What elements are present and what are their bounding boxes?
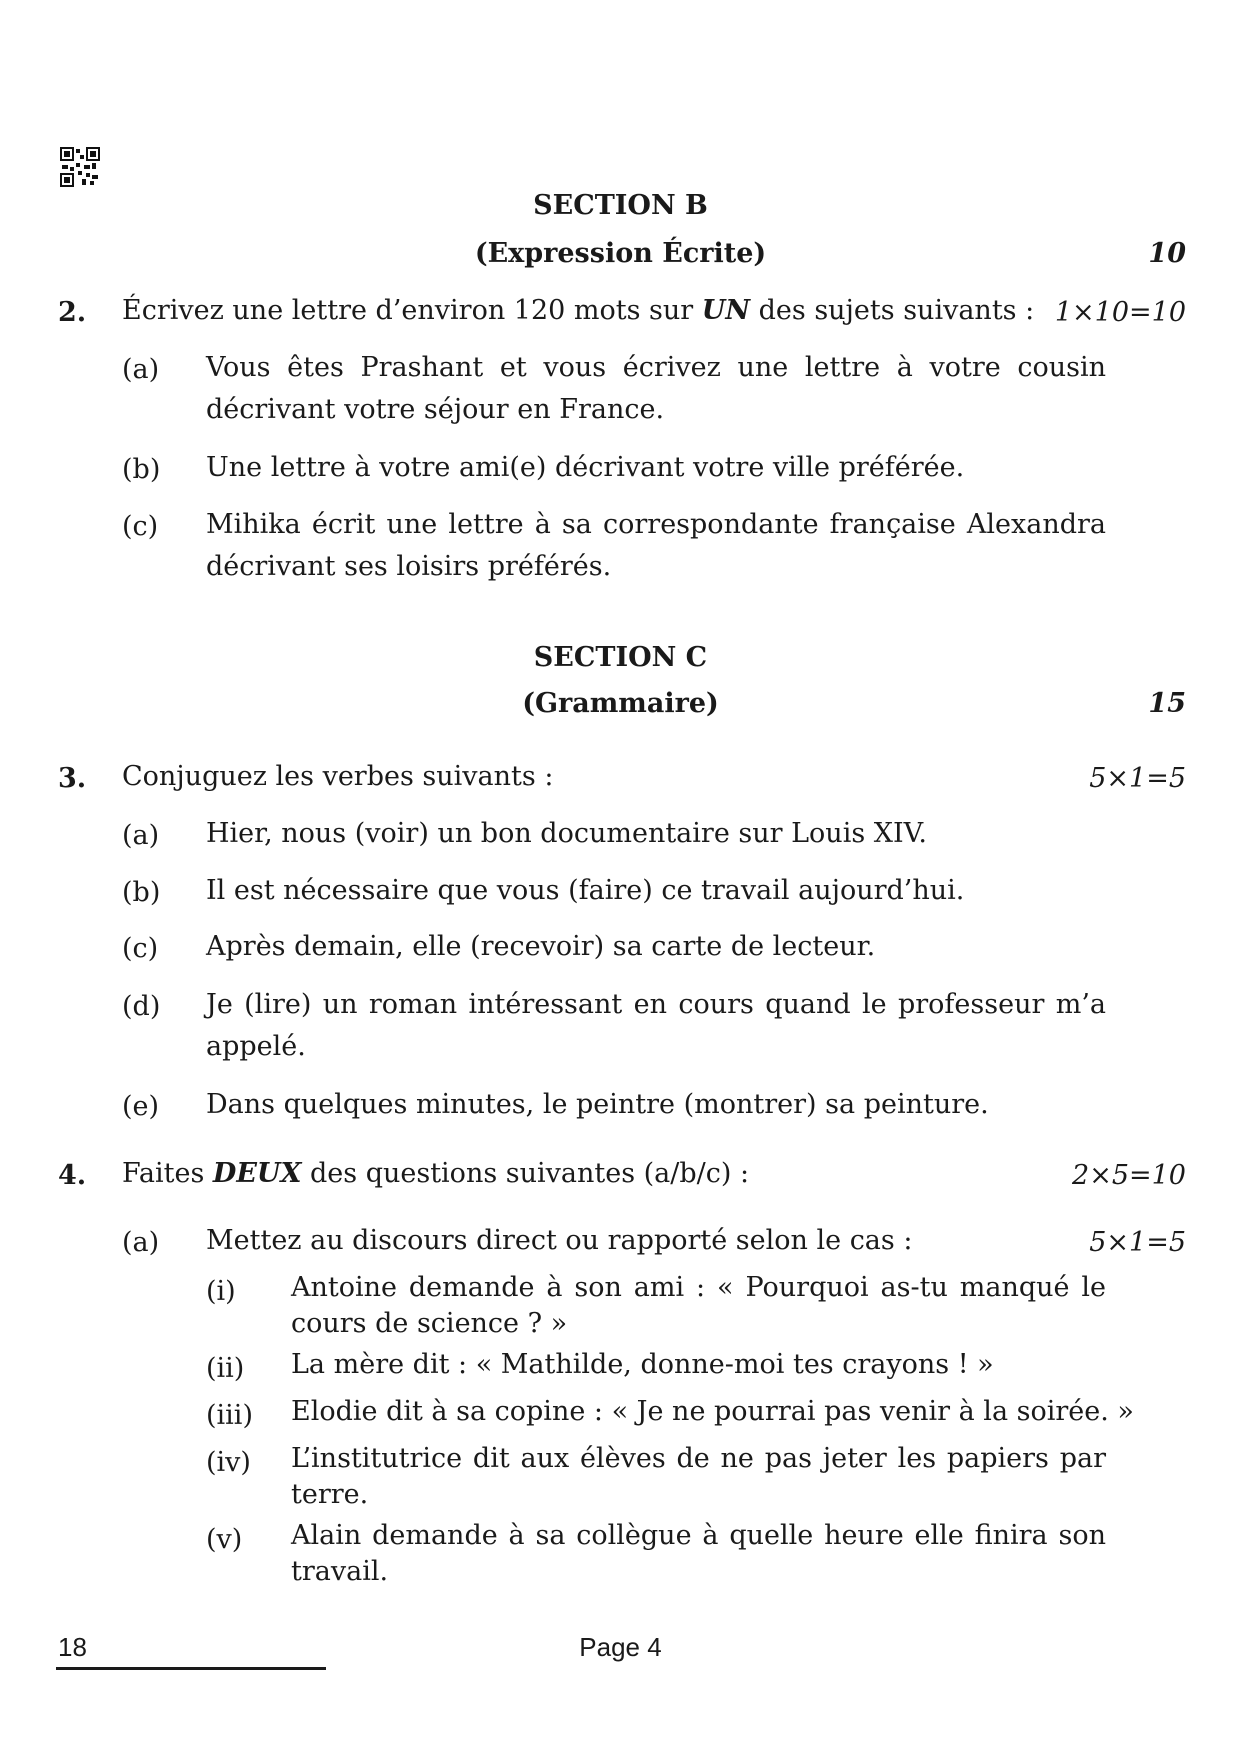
section-c-title: SECTION C — [533, 642, 708, 673]
q4a-item-v-label: (v) — [206, 1524, 243, 1555]
question-2-marks: 1×10=10 — [1054, 297, 1186, 328]
question-4-marks: 2×5=10 — [1072, 1160, 1186, 1191]
q2-option-b-label: (b) — [122, 454, 161, 485]
q3-option-b-label: (b) — [122, 877, 161, 908]
section-c-marks: 15 — [1148, 688, 1186, 719]
q3-option-c-line1: Après demain, elle (recevoir) sa carte de lecteur. — [206, 931, 876, 962]
q4a-item-iv-label: (iv) — [206, 1447, 251, 1478]
q2-option-a-line2: décrivant votre séjour en France. — [206, 394, 665, 425]
q2-option-a-line1: Vous êtes Prashant et vous écrivez une lettre à votre cousin — [206, 352, 1106, 383]
q2-option-c-line1: Mihika écrit une lettre à sa correspondante française Alexandra — [206, 509, 1106, 540]
question-4-emphasis: DEUX — [212, 1158, 302, 1189]
q4-part-a-text: Mettez au discours direct ou rapporté selon le cas : — [206, 1225, 913, 1256]
q4a-item-iv-line1: L’institutrice dit aux élèves de ne pas jeter les papiers par — [291, 1443, 1106, 1474]
question-2-text-before: Écrivez une lettre d’environ 120 mots sur — [122, 295, 702, 326]
q4a-item-iii-line1: Elodie dit à sa copine : « Je ne pourrai pas venir à la soirée. » — [291, 1396, 1134, 1427]
q4a-item-v-line2: travail. — [291, 1556, 389, 1587]
q3-option-d-label: (d) — [122, 991, 161, 1022]
question-2-emphasis: UN — [701, 295, 751, 326]
section-c-subtitle: (Grammaire) — [522, 688, 719, 719]
question-3-text: Conjuguez les verbes suivants : — [122, 761, 554, 792]
q3-option-b-line1: Il est nécessaire que vous (faire) ce travail aujourd’hui. — [206, 875, 965, 906]
q3-option-c-label: (c) — [122, 933, 159, 964]
qr-code-icon — [60, 147, 100, 187]
page-number: Page 4 — [579, 1632, 662, 1662]
question-2-text — [122, 290, 1034, 332]
q2-option-c-line2: décrivant ses loisirs préférés. — [206, 551, 612, 582]
q2-option-b-line1: Une lettre à votre ami(e) décrivant votre ville préférée. — [206, 452, 965, 483]
question-4-number: 4. — [58, 1160, 87, 1191]
question-3-marks: 5×1=5 — [1089, 763, 1186, 794]
q4a-item-i-line2: cours de science ? » — [291, 1308, 568, 1339]
q4a-item-i-label: (i) — [206, 1276, 236, 1307]
section-b-marks: 10 — [1148, 238, 1186, 269]
q4a-item-iv-line2: terre. — [291, 1479, 369, 1510]
question-2-text-after: des sujets suivants : — [750, 295, 1035, 326]
q3-option-e-label: (e) — [122, 1091, 160, 1122]
question-3-number: 3. — [58, 763, 87, 794]
q2-option-c-label: (c) — [122, 511, 159, 542]
question-2-number: 2. — [58, 297, 87, 328]
question-4-text — [122, 1153, 749, 1195]
q4-part-a-label: (a) — [122, 1227, 160, 1258]
q3-option-a-label: (a) — [122, 820, 160, 851]
footer-divider — [56, 1667, 326, 1670]
q4-part-a-marks: 5×1=5 — [1089, 1227, 1186, 1258]
q4a-item-v-line1: Alain demande à sa collègue à quelle heure elle finira son — [291, 1520, 1106, 1551]
q4a-item-iii-label: (iii) — [206, 1400, 253, 1431]
q3-option-e-line1: Dans quelques minutes, le peintre (montrer) sa peinture. — [206, 1089, 989, 1120]
section-b-subtitle: (Expression Écrite) — [474, 238, 767, 269]
section-b-title: SECTION B — [533, 190, 708, 221]
q3-option-a-line1: Hier, nous (voir) un bon documentaire sur Louis XIV. — [206, 818, 928, 849]
q3-option-d-line1: Je (lire) un roman intéressant en cours quand le professeur m’a — [206, 989, 1106, 1020]
q3-option-d-line2: appelé. — [206, 1031, 306, 1062]
q4a-item-ii-line1: La mère dit : « Mathilde, donne-moi tes crayons ! » — [291, 1349, 994, 1380]
paper-code: 18 — [58, 1632, 87, 1662]
q4a-item-i-line1: Antoine demande à son ami : « Pourquoi as-tu manqué le — [291, 1272, 1106, 1303]
q2-option-a-label: (a) — [122, 354, 160, 385]
question-4-text-after: des questions suivantes (a/b/c) : — [301, 1158, 750, 1189]
q4a-item-ii-label: (ii) — [206, 1353, 245, 1384]
question-4-text-before: Faites — [122, 1158, 213, 1189]
